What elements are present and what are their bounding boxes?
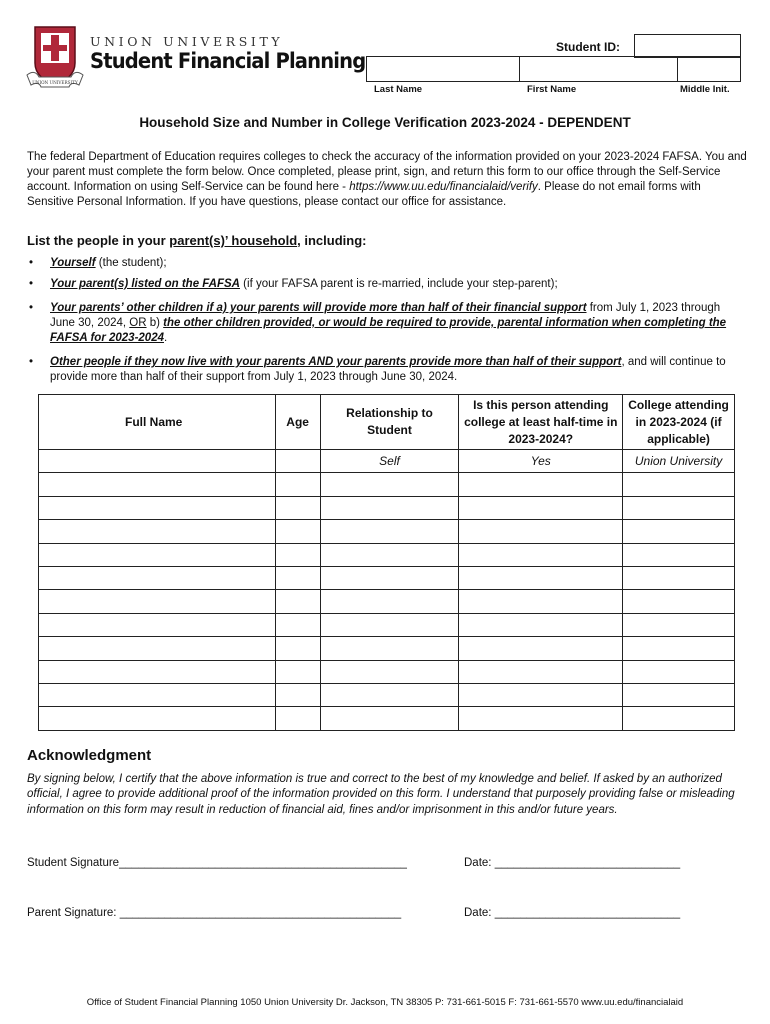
name-fields <box>366 56 741 82</box>
department-name: Student Financial Planning <box>90 49 366 73</box>
table-row <box>39 520 735 543</box>
cell-college[interactable] <box>623 473 735 496</box>
table-row <box>39 450 735 473</box>
list-item-emphasis: Yourself <box>50 257 96 269</box>
cell-attending[interactable] <box>459 707 623 730</box>
table-row <box>39 496 735 519</box>
university-crest-logo <box>25 25 85 95</box>
table-row <box>39 473 735 496</box>
col-header-attending: Is this person attending college at least half-time in 2023-2024? <box>459 395 623 450</box>
cell-full-name[interactable] <box>39 683 276 706</box>
cell-relationship[interactable] <box>320 566 459 589</box>
cell-full-name[interactable] <box>39 660 276 683</box>
cell-attending[interactable] <box>459 613 623 636</box>
cell-relationship[interactable] <box>320 613 459 636</box>
cell-relationship[interactable] <box>320 637 459 660</box>
list-heading <box>27 233 366 248</box>
cell-attending: Yes <box>459 450 623 473</box>
parent-date-line[interactable]: _____________________________ <box>494 907 681 919</box>
cell-full-name[interactable] <box>39 566 276 589</box>
cell-college[interactable] <box>623 566 735 589</box>
student-id-field[interactable] <box>634 34 741 58</box>
acknowledgment-text: By signing below, I certify that the above information is true and correct to the best of my knowledge and belief. If asked by an authorized official, I agree to provide additional proof of the information provided on this form. I understand that purposely providing false or misleading information on this form may result in reduction of financial aid, fines and/or imprisonment in this and/or future years. <box>27 773 735 816</box>
list-item-text: b) <box>146 317 164 329</box>
col-header-college: College attending in 2023-2024 (if applicable) <box>623 395 735 450</box>
cell-relationship[interactable] <box>320 683 459 706</box>
cell-relationship[interactable] <box>320 660 459 683</box>
crest-banner-text: UNION UNIVERSITY <box>32 80 78 85</box>
list-item-or: OR <box>129 317 147 329</box>
cell-full-name[interactable] <box>39 473 276 496</box>
cell-college[interactable] <box>623 590 735 613</box>
middle-init-label: Middle Init. <box>680 84 730 95</box>
intro-text-after: . Please do not email forms with Sensitive Personal Information. If you have questions, please contact our office for assistance. <box>27 181 701 208</box>
col-header-full-name: Full Name <box>39 395 276 450</box>
intro-paragraph <box>27 150 747 210</box>
table-row <box>39 543 735 566</box>
cell-college[interactable] <box>623 683 735 706</box>
cell-college[interactable] <box>623 520 735 543</box>
list-item-emphasis: Your parent(s) listed on the FAFSA <box>50 278 240 290</box>
cell-age[interactable] <box>275 683 320 706</box>
acknowledgment-title: Acknowledgment <box>27 747 152 764</box>
table-header-row <box>39 395 735 450</box>
cell-attending[interactable] <box>459 660 623 683</box>
parent-signature-line[interactable]: ____________________________________________ <box>119 907 402 919</box>
cell-college[interactable] <box>623 660 735 683</box>
cell-age[interactable] <box>275 707 320 730</box>
cell-full-name[interactable] <box>39 637 276 660</box>
date-label: Date: <box>464 857 492 869</box>
list-item-text: . <box>163 332 168 344</box>
cell-age[interactable] <box>275 660 320 683</box>
cell-college: Union University <box>623 450 735 473</box>
cell-college[interactable] <box>623 543 735 566</box>
cell-relationship[interactable] <box>320 590 459 613</box>
cell-attending[interactable] <box>459 520 623 543</box>
cell-attending[interactable] <box>459 543 623 566</box>
list-item-emphasis: the other children provided, or would be required to provide, parental information when completing the FAFSA for 2023-2024 <box>50 317 727 344</box>
cell-age[interactable] <box>275 520 320 543</box>
col-header-age: Age <box>275 395 320 450</box>
university-name: UNION UNIVERSITY <box>90 34 284 49</box>
cell-attending[interactable] <box>459 683 623 706</box>
table-row <box>39 683 735 706</box>
cell-college[interactable] <box>623 707 735 730</box>
cell-relationship[interactable] <box>320 543 459 566</box>
table-row <box>39 637 735 660</box>
last-name-label: Last Name <box>374 84 423 95</box>
cell-age[interactable] <box>275 613 320 636</box>
table-row <box>39 590 735 613</box>
list-item-text: , and will continue to provide more than half of their support from July 1, 2023 through June 30, 2024. <box>50 356 726 383</box>
cell-college[interactable] <box>623 613 735 636</box>
cell-age[interactable] <box>275 590 320 613</box>
list-item-emphasis: Other people if they now live with your parents AND your parents provide more than half of their support <box>50 356 622 368</box>
list-item-emphasis: Your parents’ other children if a) your parents will provide more than half of their financial support <box>50 302 587 314</box>
cell-relationship[interactable] <box>320 520 459 543</box>
student-date-row <box>464 857 680 869</box>
table-row <box>39 707 735 730</box>
first-name-field[interactable] <box>520 57 678 81</box>
table-row <box>39 566 735 589</box>
household-table <box>38 394 735 731</box>
cell-full-name[interactable] <box>39 613 276 636</box>
list-item <box>27 256 747 271</box>
household-criteria-list <box>27 256 747 391</box>
cell-age[interactable] <box>275 473 320 496</box>
list-item-text: (if your FAFSA parent is re-married, include your step-parent); <box>239 278 558 290</box>
cell-relationship[interactable] <box>320 496 459 519</box>
form-title: Household Size and Number in College Verification 2023-2024 - DEPENDENT <box>139 115 631 130</box>
list-item-text: from July 1, 2023 through June 30, 2024, <box>50 302 721 329</box>
student-signature-row <box>27 857 407 869</box>
student-signature-line[interactable]: _____________________________________________ <box>119 857 407 869</box>
table-row <box>39 613 735 636</box>
parent-signature-label: Parent Signature: <box>27 907 117 919</box>
last-name-field[interactable] <box>367 57 520 81</box>
cell-full-name[interactable] <box>39 496 276 519</box>
cell-full-name[interactable] <box>39 520 276 543</box>
cell-age[interactable] <box>275 637 320 660</box>
student-id-label: Student ID: <box>556 40 620 54</box>
cell-relationship[interactable] <box>320 707 459 730</box>
parent-signature-row <box>27 907 401 919</box>
list-heading-pre: List the people in your <box>27 233 170 248</box>
cell-college[interactable] <box>623 637 735 660</box>
list-item <box>27 355 747 385</box>
footer-contact: Office of Student Financial Planning 1050 Union University Dr. Jackson, TN 38305 P: 731-661-5015 F: 731-661-5570 www.uu.edu/financialaid <box>86 997 684 1008</box>
list-heading-underlined: parent(s)’ household <box>169 233 298 248</box>
cell-age[interactable] <box>275 543 320 566</box>
cell-attending[interactable] <box>459 590 623 613</box>
list-heading-post: , including: <box>297 233 367 248</box>
list-item <box>27 301 747 346</box>
cell-full-name[interactable] <box>39 450 276 473</box>
date-label: Date: <box>464 907 492 919</box>
table-row <box>39 660 735 683</box>
cell-college[interactable] <box>623 496 735 519</box>
cell-attending[interactable] <box>459 566 623 589</box>
cell-full-name[interactable] <box>39 543 276 566</box>
middle-init-field[interactable] <box>678 57 740 81</box>
col-header-relationship: Relationship to Student <box>320 395 459 450</box>
cell-full-name[interactable] <box>39 707 276 730</box>
student-signature-label: Student Signature <box>27 857 120 869</box>
first-name-label: First Name <box>527 84 577 95</box>
cell-relationship: Self <box>320 450 459 473</box>
cell-age[interactable] <box>275 566 320 589</box>
list-item <box>27 277 747 292</box>
list-item-text: (the student); <box>95 257 167 269</box>
cell-relationship[interactable] <box>320 473 459 496</box>
cell-age[interactable] <box>275 450 320 473</box>
cell-full-name[interactable] <box>39 590 276 613</box>
cell-attending[interactable] <box>459 496 623 519</box>
cell-attending[interactable] <box>459 637 623 660</box>
verify-link[interactable]: https://www.uu.edu/financialaid/verify <box>349 181 538 193</box>
parent-date-row <box>464 907 680 919</box>
cell-age[interactable] <box>275 496 320 519</box>
intro-text: The federal Department of Education requires colleges to check the accuracy of the information provided on your 2023-2024 FAFSA. You and your parent must complete the form below. Once completed, please print, sign, and return this form to our office through the Self-Service account. Information on using Self-Service can be found here - <box>27 151 747 193</box>
cell-attending[interactable] <box>459 473 623 496</box>
student-date-line[interactable]: _____________________________ <box>494 857 681 869</box>
